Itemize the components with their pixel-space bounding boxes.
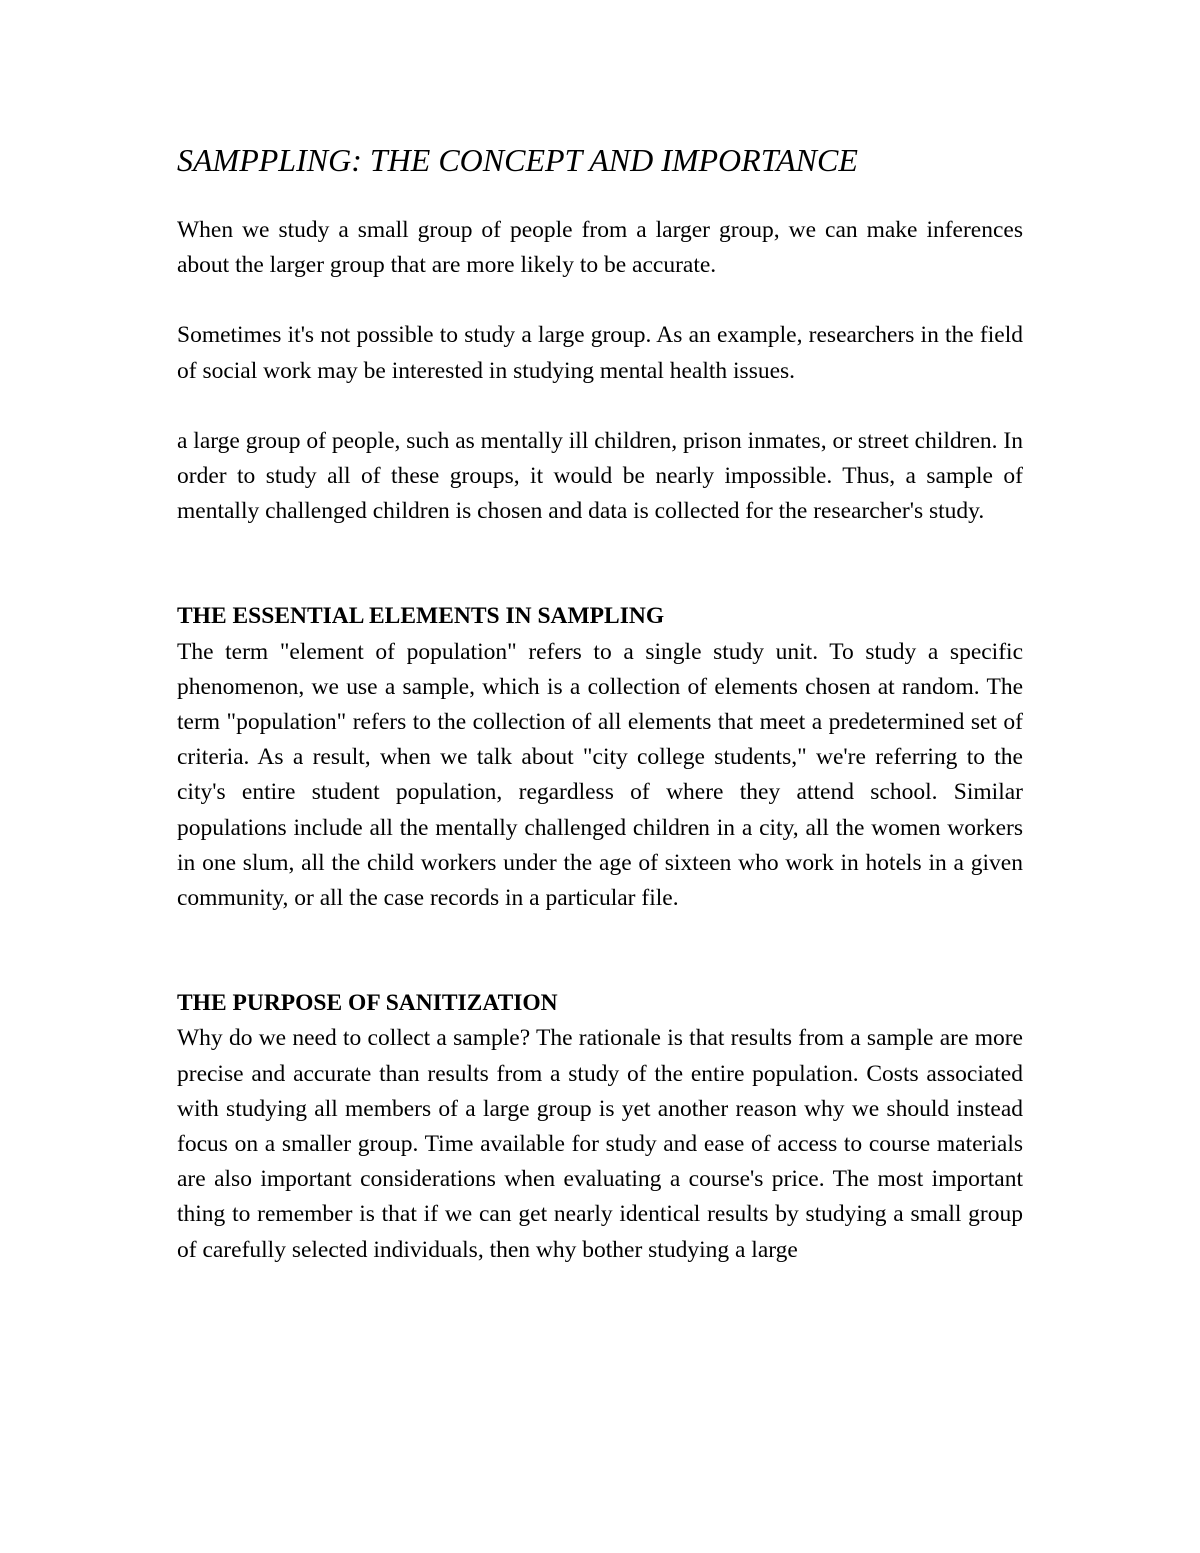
- section-spacer: [177, 916, 1023, 986]
- section-heading-essential-elements: THE ESSENTIAL ELEMENTS IN SAMPLING: [177, 603, 665, 630]
- intro-paragraph-3: a large group of people, such as mentally ill children, prison inmates, or street children. In order to study all of these groups, it would be nearly impossible. Thus, a sample of mentally challenged children is chosen and data is collected for the researcher's study.: [177, 427, 1023, 525]
- section-spacer: [177, 529, 1023, 599]
- section-body-purpose: Why do we need to collect a sample? The rationale is that results from a sample are more precise and accurate than results from a study of the entire population. Costs associated with studying all members of a large group is yet another reason why we should instead focus on a smaller group. Time available for study and ease of access to course materials are also important considerations when evaluating a course's price. The most important thing to remember is that if we can get nearly identical results by studying a small group of carefully selected individuals, then why bother studying a large: [177, 1025, 1023, 1263]
- paragraph-spacer: [177, 283, 1023, 318]
- paragraph-spacer: [177, 389, 1023, 424]
- intro-paragraph-1: When we study a small group of people from a larger group, we can make inferences about the larger group that are more likely to be accurate.: [177, 217, 1023, 279]
- document-content: [177, 140, 1023, 1268]
- intro-paragraph-2: Sometimes it's not possible to study a large group. As an example, researchers in the field of social work may be interested in studying mental health issues.: [177, 322, 1023, 384]
- section-body-essential-elements: The term "element of population" refers to a single study unit. To study a specific phenomenon, we use a sample, which is a collection of elements chosen at random. The term "population" refers to the collection of all elements that meet a predetermined set of criteria. As a result, when we talk about "city college students," we're referring to the city's entire student population, regardless of where they attend school. Similar populations include all the mentally challenged children in a city, all the women workers in one slum, all the child workers under the age of sixteen who work in hotels in a given community, or all the case records in a particular file.: [177, 638, 1023, 912]
- document-title: SAMPPLING: THE CONCEPT AND IMPORTANCE: [177, 142, 858, 178]
- section-heading-purpose: THE PURPOSE OF SANITIZATION: [177, 990, 558, 1017]
